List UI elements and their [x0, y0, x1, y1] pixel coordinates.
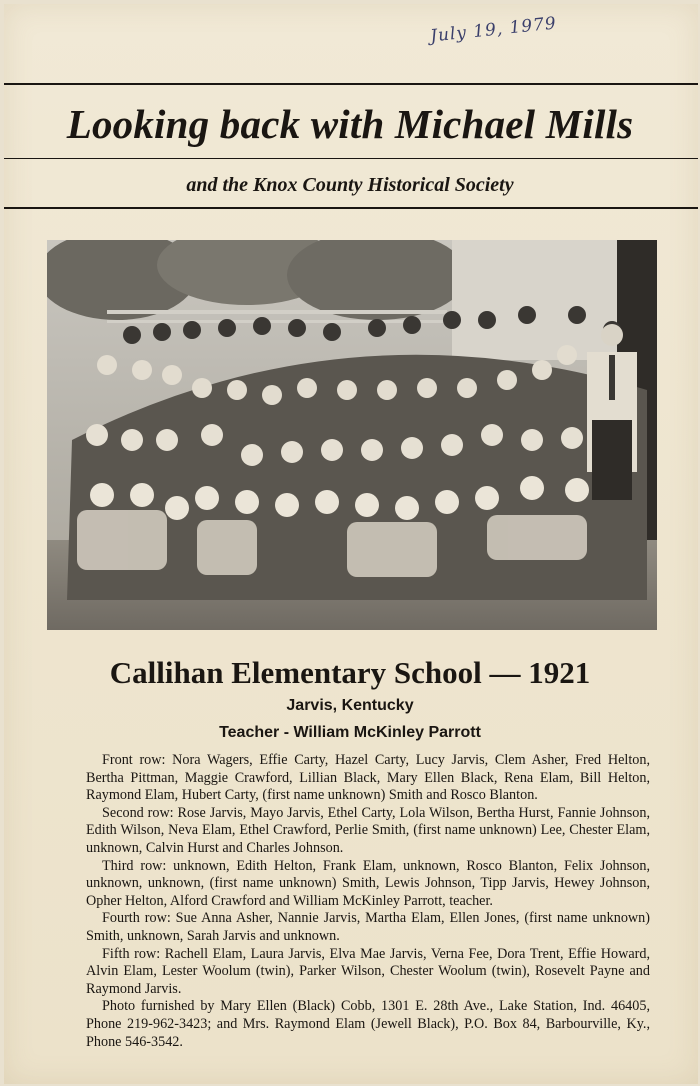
fourth-row-paragraph: Fourth row: Sue Anna Asher, Nannie Jarvis, Martha Elam, Ellen Jones, (first name unknown) Smith, unknown, Sarah Jarvis and unknown.	[86, 910, 650, 944]
class-photo	[47, 240, 657, 630]
article-teacher: Teacher - William McKinley Parrott	[219, 724, 481, 741]
top-rule	[4, 83, 698, 85]
second-row-paragraph: Second row: Rose Jarvis, Mayo Jarvis, Ethel Carty, Lola Wilson, Bertha Hurst, Fannie Johnson, Edith Wilson, Neva Elam, Ethel Crawford, Perlie Smith, (first name unknown) Lee, Chester Elam, unknown, Calvin Hurst and Charles Johnson.	[86, 804, 650, 856]
bottom-rule	[4, 207, 698, 209]
column-subtitle: and the Knox County Historical Society	[186, 174, 514, 196]
article-location: Jarvis, Kentucky	[286, 697, 414, 714]
third-row-paragraph: Third row: unknown, Edith Helton, Frank Elam, unknown, Rosco Blanton, Felix Johnson, unknown, unknown, (first name unknown) Smith, Lewis Johnson, Tipp Jarvis, Hewey Johnson, Opher Helton, Alford Crawford and William McKinley Parrott, teacher.	[86, 857, 650, 909]
front-row-paragraph: Front row: Nora Wagers, Effie Carty, Hazel Carty, Lucy Jarvis, Clem Asher, Fred Helton, Bertha Pittman, Maggie Crawford, Lillian Black, Mary Ellen Black, Rena Elam, Bill Helton, Raymond Elam, Hubert Carty, (first name unknown) Smith and Rosco Blanton.	[86, 752, 650, 804]
fifth-row-paragraph: Fifth row: Rachell Elam, Laura Jarvis, Elva Mae Jarvis, Verna Fee, Dora Trent, Effie Howard, Alvin Elam, Lester Woolum (twin), Parker Wilson, Chester Woolum (twin), Rosevelt Payne and Raymond Jarvis.	[86, 945, 650, 997]
middle-rule	[4, 158, 698, 159]
class-photo-image	[47, 240, 657, 630]
column-title: Looking back with Michael Mills	[66, 101, 634, 147]
article-title: Callihan Elementary School — 1921	[109, 655, 591, 690]
photo-credit-paragraph: Photo furnished by Mary Ellen (Black) Cobb, 1301 E. 28th Ave., Lake Station, Ind. 46405, Phone 219-962-3423; and Mrs. Raymond Elam (Jewell Black), P.O. Box 84, Barbourville, Ky., Phone 546-3542.	[86, 998, 650, 1050]
handwritten-date: July 19, 1979	[429, 13, 558, 47]
photo-caption	[86, 752, 650, 1051]
